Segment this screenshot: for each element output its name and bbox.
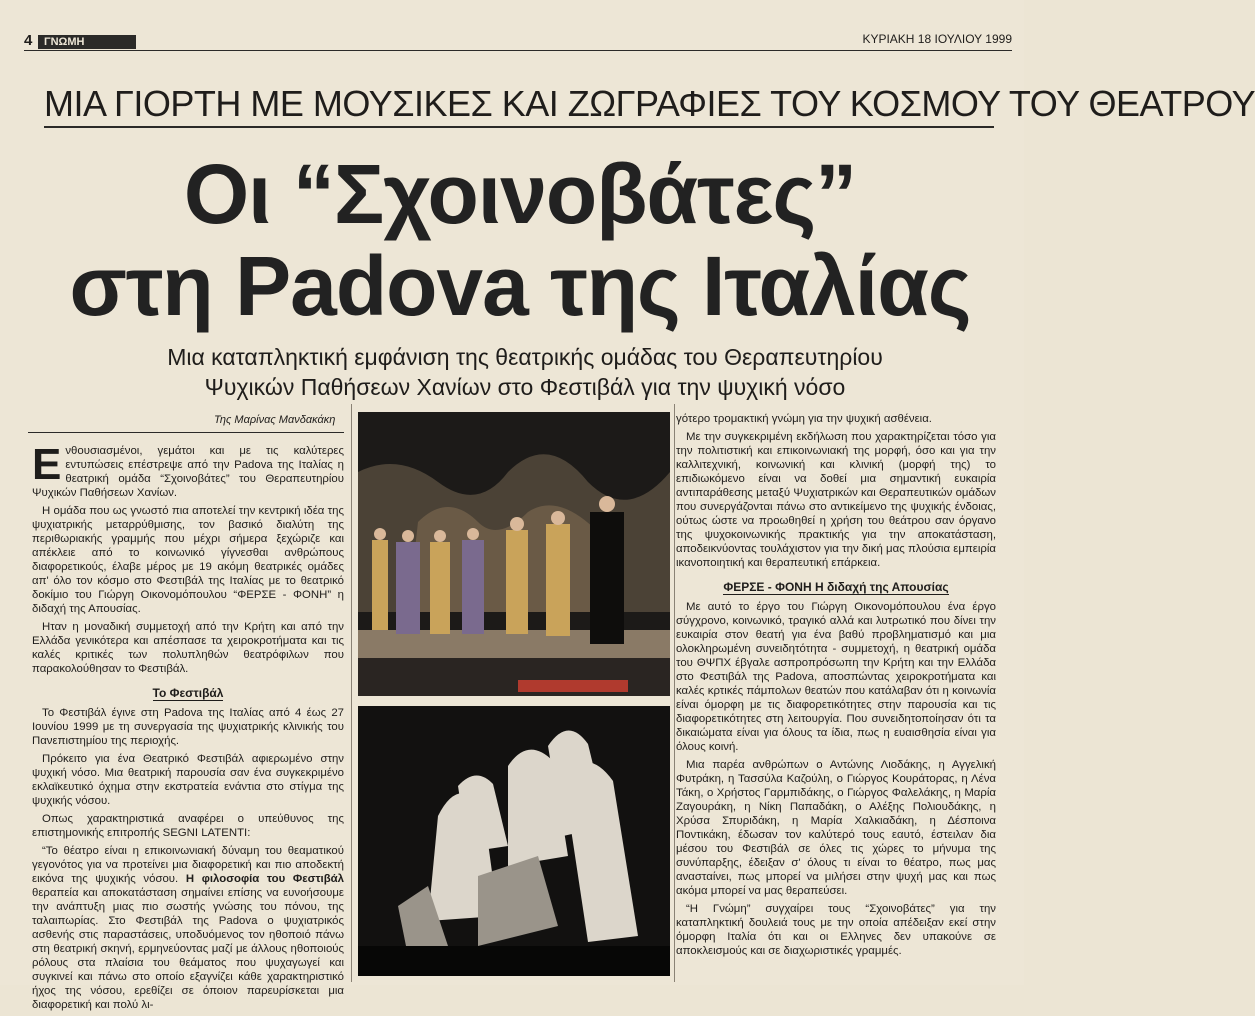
header-rule [24, 50, 1012, 51]
subheadline-line-1: Μια καταπληκτική εμφάνιση της θεατρικής ομάδας του Θεραπευτηρίου [167, 344, 883, 370]
article-paragraph: Με την συγκεκριμένη εκδήλωση που χαρακτηρίζεται τόσο για την πολιτιστική και επικοινωνιακή της μορφή, όσο και για την καλλιτεχνική, κοινωνική και κλινική (μορφή της) το επιδιωκόμενο είναι να δοθεί μια σημαντική ευκαιρία αντιπαράθεσης μεταξύ Ψυχιατρικών και Θεραπευτικών ομάδων που συνεργάζονται πάνω στο αντικείμενο της ψυχικής ένδοιας, ούτως ώστε να προωθηθεί η χρήση του θεάτρου σαν όργανο της ψυχοκοινωνικής πρακτικής για την αποκατάσταση, αποδεικνύοντας τουλάχιστον για την δική μας πλούσια εμπειρία ικανοποιητική και θεραπευτική επάρκεια. [676, 431, 996, 569]
hooded-figures-photo [358, 706, 670, 976]
column-divider [351, 404, 352, 982]
page-number: 4 [24, 32, 33, 49]
stage-performance-photo [358, 412, 670, 696]
article-paragraph: Ενθουσιασμένοι, γεμάτοι και με τις καλύτερες εντυπώσεις επέστρεψε από την Padova της Ιταλίας η θεατρική ομάδα “Σχοινοβάτες” του Θεραπευτηρίου Ψυχικών Παθήσεων Χανίων. [32, 440, 344, 499]
kicker-rule [44, 126, 994, 128]
headline-line-1: Οι “Σχοινοβάτες” [183, 147, 857, 241]
byline-rule [28, 432, 344, 433]
article-paragraph: Με αυτό το έργο του Γιώργη Οικονομόπουλου ένα έργο σύγχρονο, κοινωνικό, τραγικό αλλά και λυτρωτικό που δίνει την ευκαιρία στον θεατή για ένα βαθύ προβληματισμό και μια ολοκληρωμένη συνειδητότητα - συμμετοχή, η θεατρική ομάδα του ΘΨΠΧ έβγαλε ασπροπρόσωπη την Κρήτη και την Ελλάδα στο Φεστιβάλ της Padova, αποσπώντας χειροκροτήματα και καλές κρτικές πάμπολων θεατών που κατάλαβαν ότι η κοινωνία είναι όμορφη με τις διαφορετικότητες στην παρουσία και τις διαφορετικότητες στη λειτουργία. Που συνειδητοποίησαν ότι τα δικαιώματα είναι για όλους τα ίδια, πως η ευαισθησία είναι για όλους κοινή. [676, 601, 996, 753]
kicker-headline: ΜΙΑ ΓΙΟΡΤΗ ΜΕ ΜΟΥΣΙΚΕΣ ΚΑΙ ΖΩΓΡΑΦΙΕΣ ΤΟΥ ΚΟΣΜΟΥ ΤΟΥ ΘΕΑΤΡΟΥ [44, 83, 1255, 124]
section-heading: Το Φεστιβάλ [152, 686, 224, 700]
section-label: ΓΝΩΜΗ [38, 35, 136, 49]
article-paragraph: Η ομάδα που ως γνωστό πια αποτελεί την κεντρική ιδέα της ψυχιατρικής μεταρρύθμισης, τον βασικό διαλύτη της περιθωριακής γραμμής που μέχρι σήμερα ξεχώριζε και απέκλειε από το κοινωνικό γίγνεσθαι ανθρώπους διαφορετικούς, έλαβε μέρος με 19 ακόμη θεατρικές ομάδες απ' όλο τον κόσμο στο Φεστιβάλ της Ιταλίας με το θεατρικό δοκίμιο του Γιώργη Οικονομόπουλου “ΦΕΡΣΕ - ΦΟΝΗ” η διδαχή της Απουσίας. [32, 505, 344, 615]
article-paragraph: “Η Γνώμη” συγχαίρει τους “Σχοινοβάτες” για την καταπληκτική δουλειά τους με την οποία απέδειξαν εκεί στην όμορφη Ιταλία ότι και οι Ελληνες δεν υπακούνε σε αποκλεισμούς και σε διαχωριστικές γραμμές. [676, 903, 996, 957]
section-heading: ΦΕΡΣΕ - ΦΟΝΗ Η διδαχή της Απουσίας [723, 580, 949, 594]
article-column-1 [32, 440, 344, 1016]
drop-cap: Ε [32, 440, 62, 489]
article-paragraph: γότερο τρομακτική γνώμη για την ψυχική ασθένεια. [676, 413, 932, 425]
article-paragraph: “Το θέατρο είναι η επικοινωνιακή δύναμη του θεαματικού γεγονότος για να προτείνει μια διαφορετική και πιο αποδεκτή εικόνα της ψυχικής νόσου. Η φιλοσοφία του Φεστιβάλ θεραπεία και αποκατάσταση σημαίνει επίσης να ευνοήσουμε την ανάπτυξη μιας πιο σωστής γνώσης του πόνου, της ταλαιπωρίας. Στο Φεστιβάλ της Padova ο ψυχιατρικός ασθενής στις παραστάσεις, υποδυόμενος τον ηθοποιό πάνω στη θεατρική σκηνή, ερμηνεύοντας μαζί με άλλους ηθοποιούς ρόλους στα πλαίσια του θεάματος που ψυχαγωγεί και συγκινεί και πάνω στο οποίο εξαγνίζει κάθε χαρακτηριστικό ήχος της νόσου, ερεθίζει σε όποιον παρευρίσκεται μια διαφορετική και πολύ λι- [32, 845, 344, 1011]
article-paragraph: Ηταν η μοναδική συμμετοχή από την Κρήτη και από την Ελλάδα γενικότερα και απέσπασε τα χειροκροτήματα και τις καλές κριτικές των πολυπληθών θεατρόφιλων που παρακολούθησαν το Φεστιβάλ. [32, 621, 344, 675]
subheadline-line-2: Ψυχικών Παθήσεων Χανίων στο Φεστιβάλ για την ψυχική νόσο [204, 374, 846, 400]
byline: Της Μαρίνας Μανδακάκη [214, 414, 336, 426]
article-paragraph: Πρόκειτο για ένα Θεατρικό Φεστιβάλ αφιερωμένο στην ψυχική νόσο. Μια θεατρική παρουσία σαν ένα συγκεκριμένο εκλαϊκευτικό όχημα στην εκστρατεία ενάντια στο στίγμα της ψυχικής νόσου. [32, 753, 344, 807]
article-paragraph: Οπως χαρακτηριστικά αναφέρει ο υπεύθυνος της επιστημονικής επιτροπής SEGNI LATENTI: [32, 813, 344, 839]
column-divider [674, 404, 675, 982]
article-paragraph: Μια παρέα ανθρώπων ο Αντώνης Λιοδάκης, η Αγγελική Φυτράκη, η Τασσύλα Καζούλη, ο Γιώργος Κουράτορας, η Λένα Τάκη, ο Χρήστος Γαρμπιδάκης, ο Γιώργος Φαλελάκης, η Μαρία Ζαγουράκη, η Νίκη Παπαδάκη, ο Αλέξης Πολιουδάκης, η Χρύσα Σπυριδάκη, η Μαρία Χαλκιαδάκη, η Δέσποινα Ποντικάκη, έδωσαν τον καλύτερό τους εαυτό, έστειλαν δια μέσου του Φεστιβάλ σε όλες τις χώρες το μήνυμα της συνύπαρξης, έδειξαν σ' όλους τι είναι το θέατρο, πως μας ανασταίνει, πως μπορεί να μιλήσει στην ψυχή μας και πως ακόμα μπορεί να μας θεραπεύσει. [676, 759, 996, 897]
issue-date: ΚΥΡΙΑΚΗ 18 ΙΟΥΛΙΟΥ 1999 [862, 32, 1012, 46]
headline-line-2: στη Padova της Ιταλίας [69, 239, 971, 333]
article-paragraph: Το Φεστιβάλ έγινε στη Padova της Ιταλίας από 4 έως 27 Ιουνίου 1999 με τη συνεργασία της ψυχιατρικής κλινικής του Πανεπιστημίου της περιοχής. [32, 707, 344, 747]
article-column-3 [676, 412, 996, 962]
